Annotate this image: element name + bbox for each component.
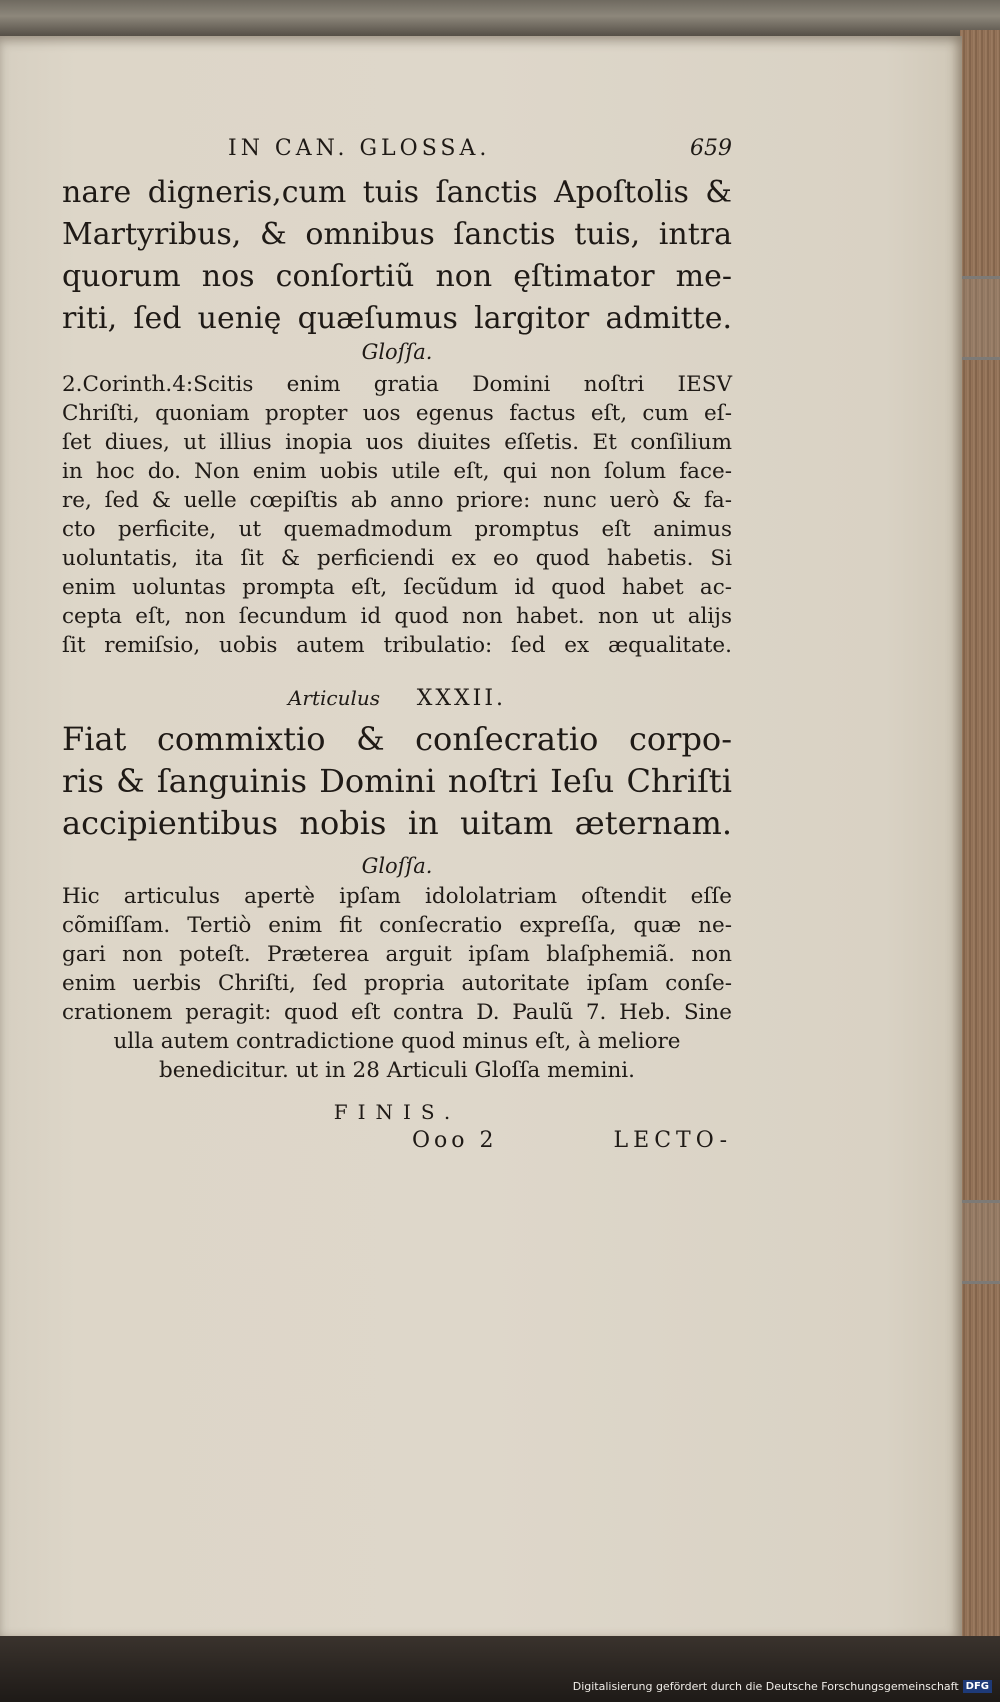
glossa-heading: Gloſſa. (361, 340, 433, 364)
book-fore-edge (960, 30, 1000, 1648)
article-heading (62, 686, 732, 711)
page-header (62, 136, 732, 172)
text-line: ris & ſanguinis Domini noſtri Ieſu Chriſti (62, 762, 732, 800)
text-line: benedicitur. ut in 28 Articuli Gloſſa memini. (158, 1058, 636, 1083)
article-numeral: XXXII. (416, 686, 507, 711)
text-line: Fiat commixtio & conſecratio corpo- (62, 720, 732, 758)
text-line: ulla autem contradictione quod minus eſt, à meliore (113, 1029, 681, 1054)
book-top-edge (0, 0, 1000, 40)
text-line: nare digneris,cum tuis ſanctis Apoſtolis & (62, 175, 732, 210)
article-text (62, 718, 732, 844)
running-title: IN CAN. GLOSSA. (228, 136, 491, 161)
text-line: in hoc do. Non enim uobis utile eſt, qui non ſolum face- (62, 459, 732, 484)
text-line: cepta eſt, non ſecundum id quod non habet. non ut alijs (62, 604, 732, 629)
text-line: quorum nos conſortiũ non ęſtimator me- (62, 259, 732, 294)
text-line: enim uoluntas prompta eſt, ſecũdum id quod habet ac- (62, 575, 732, 600)
digitization-credit (573, 1680, 992, 1693)
glossa-paragraph (62, 370, 732, 660)
article-label: Articulus (287, 686, 380, 710)
text-line: ſit remiſsio, uobis autem tribulatio: ſed ex æqualitate. (62, 633, 732, 658)
glossa-paragraph (62, 882, 732, 1085)
glossa-heading: Gloſſa. (361, 854, 433, 878)
text-line: accipientibus nobis in uitam æternam. (62, 804, 732, 842)
prayer-paragraph (62, 172, 732, 340)
text-line: Chriſti, quoniam propter uos egenus factus eſt, cum eſ- (62, 401, 732, 426)
text-line: cõmiſſam. Tertiò enim fit conſecratio expreſſa, quæ ne- (62, 913, 732, 938)
page-number: 659 (690, 136, 732, 161)
text-line: cto perficite, ut quemadmodum promptus eſt animus (62, 517, 732, 542)
text-line: riti, ſed uenię quæſumus largitor admitte. (62, 301, 732, 336)
catchline (412, 1128, 732, 1153)
text-line: enim uerbis Chriſti, ſed propria autoritate ipſam conſe- (62, 971, 732, 996)
text-line: 2.Corinth.4:Scitis enim gratia Domini noſtri IESV (62, 372, 732, 397)
text-line: re, ſed & uelle cœpiſtis ab anno priore: nunc uerò & fa- (62, 488, 732, 513)
text-line: Hic articulus apertè ipſam idololatriam oſtendit eſſe (62, 884, 732, 909)
text-line: uoluntatis, ita ſit & perficiendi ex eo quod habetis. Si (62, 546, 732, 571)
text-line: ſet diues, ut illius inopia uos diuites eſſetis. Et conſilium (62, 430, 732, 455)
catchword: LECTO- (613, 1128, 732, 1153)
credit-text: Digitalisierung gefördert durch die Deutsche Forschungsgemeinschaft (572, 1680, 959, 1693)
signature-mark: Ooo 2 (412, 1128, 498, 1153)
text-line: crationem peragit: quod eſt contra D. Paulũ 7. Heb. Sine (62, 1000, 732, 1025)
text-line: gari non poteſt. Præterea arguit ipſam blaſphemiã. non (62, 942, 732, 967)
text-line: Martyribus, & omnibus ſanctis tuis, intra (62, 217, 732, 252)
finis-mark: FINIS. (333, 1100, 461, 1124)
dfg-logo: DFG (963, 1680, 992, 1693)
